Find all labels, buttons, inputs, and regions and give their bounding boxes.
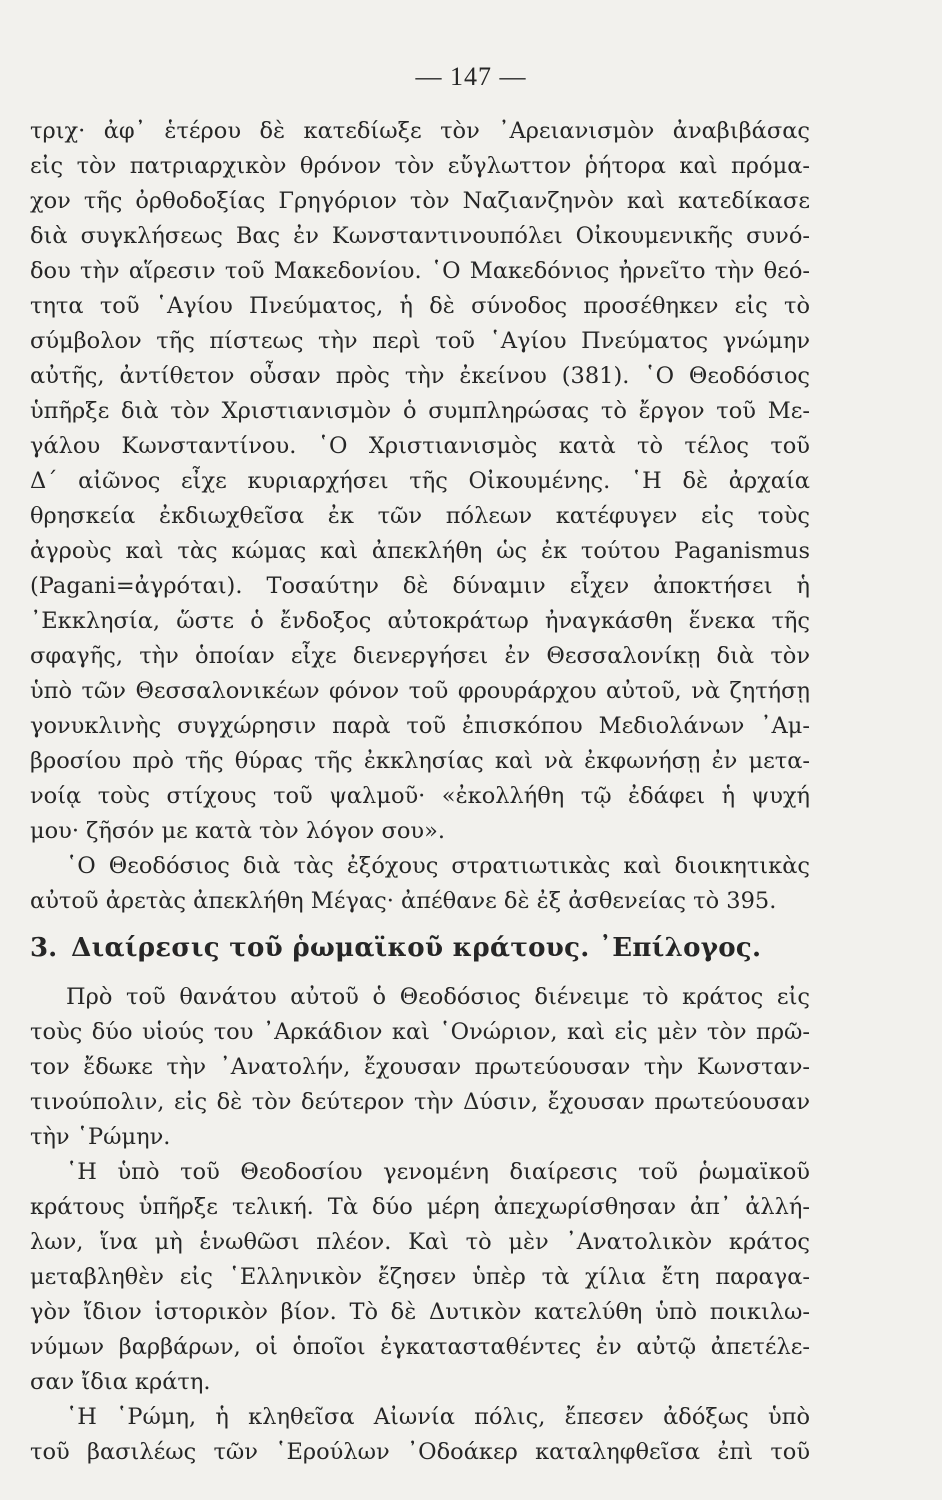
section-heading (30, 926, 810, 970)
text-line: τον ἔδωκε τὴν ᾿Ανατολήν, ἔχουσαν πρωτεύουσαν τὴν Κωνσταν- (30, 1054, 810, 1080)
text-line: σύμβολον τῆς πίστεως τὴν περὶ τοῦ ῾Αγίου Πνεύματος γνώμην (30, 328, 810, 354)
text-line: γὸν ἴδιον ἱστορικὸν βίον. Τὸ δὲ Δυτικὸν κατελύθη ὑπὸ ποικιλω- (30, 1299, 810, 1325)
text-line: τοὺς δύο υἱούς του ᾿Αρκάδιον καὶ ῾Ονώριον, καὶ εἰς μὲν τὸν πρῶ- (30, 1019, 810, 1045)
text-line: εἰς τὸν πατριαρχικὸν θρόνον τὸν εὔγλωττον ῥήτορα καὶ πρόμα- (30, 153, 810, 179)
text-line: τοῦ βασιλέως τῶν ῾Ερούλων ᾿Οδοάκερ καταληφθεῖσα ἐπὶ τοῦ (30, 1439, 810, 1465)
text-line: κράτους ὑπῆρξε τελική. Τὰ δύο μέρη ἀπεχωρίσθησαν ἀπ᾽ ἀλλή- (30, 1194, 810, 1220)
text-line: δου τὴν αἵρεσιν τοῦ Μακεδονίου. ῾Ο Μακεδόνιος ἠρνεῖτο τὴν θεό- (30, 258, 810, 284)
text-line: διὰ συγκλήσεως Βας ἐν Κωνσταντινουπόλει Οἰκουμενικῆς συνό- (30, 223, 810, 249)
text-line: ἀγροὺς καὶ τὰς κώμας καὶ ἀπεκλήθη ὡς ἐκ τούτου Paganismus (30, 538, 810, 564)
text-line: λων, ἵνα μὴ ἑνωθῶσι πλέον. Καὶ τὸ μὲν ᾿Ανατολικὸν κράτος (30, 1229, 810, 1255)
text-line: μεταβληθὲν εἰς ῾Ελληνικὸν ἔζησεν ὑπὲρ τὰ χίλια ἔτη παραγα- (30, 1264, 810, 1290)
text-line: νοίᾳ τοὺς στίχους τοῦ ψαλμοῦ· «ἐκολλήθη τῷ ἐδάφει ἡ ψυχή (30, 783, 810, 809)
text-line: αὐτοῦ ἀρετὰς ἀπεκλήθη Μέγας· ἀπέθανε δὲ ἐξ ἀσθενείας τὸ 395. (30, 888, 777, 914)
text-line: θρησκεία ἐκδιωχθεῖσα ἐκ τῶν πόλεων κατέφυγεν εἰς τοὺς (30, 503, 810, 529)
text-line: τριχ· ἀφ᾽ ἑτέρου δὲ κατεδίωξε τὸν ᾿Αρειανισμὸν ἀναβιβάσας (30, 118, 810, 144)
text-line: τὴν ῾Ρώμην. (30, 1124, 171, 1150)
text-line: (Pagani=ἀγρόται). Τοσαύτην δὲ δύναμιν εἶχεν ἀποκτήσει ἡ (30, 573, 810, 599)
text-line: γονυκλινὴς συγχώρησιν παρὰ τοῦ ἐπισκόπου Μεδιολάνων ᾿Αμ- (30, 713, 810, 739)
text-line: βροσίου πρὸ τῆς θύρας τῆς ἐκκλησίας καὶ νὰ ἐκφωνήσῃ ἐν μετα- (30, 748, 810, 774)
text-line: αὐτῆς, ἀντίθετον οὖσαν πρὸς τὴν ἐκείνου (381). ῾Ο Θεοδόσιος (30, 363, 810, 389)
page-number: — 147 — (415, 62, 527, 91)
text-line: ῾Η ὑπὸ τοῦ Θεοδοσίου γενομένη διαίρεσις τοῦ ῥωμαϊκοῦ (66, 1159, 810, 1185)
text-line: χον τῆς ὀρθοδοξίας Γρηγόριον τὸν Ναζιανζηνὸν καὶ κατεδίκασε (30, 188, 810, 214)
section-title: Διαίρεσις τοῦ ῥωμαϊκοῦ κράτους. ᾿Επίλογος. (71, 933, 762, 963)
text-line: ὑπῆρξε διὰ τὸν Χριστιανισμὸν ὁ συμπληρώσας τὸ ἔργον τοῦ Με- (30, 398, 810, 424)
text-line: σαν ἴδια κράτη. (30, 1369, 211, 1395)
text-line: ῾Ο Θεοδόσιος διὰ τὰς ἐξόχους στρατιωτικὰς καὶ διοικητικὰς (66, 853, 810, 879)
text-line: τινούπολιν, εἰς δὲ τὸν δεύτερον τὴν Δύσιν, ἔχουσαν πρωτεύουσαν (30, 1089, 810, 1115)
text-line: σφαγῆς, τὴν ὁποίαν εἶχε διενεργήσει ἐν Θεσσαλονίκῃ διὰ τὸν (30, 643, 810, 669)
text-line: ῾Η ῾Ρώμη, ἡ κληθεῖσα Αἰωνία πόλις, ἔπεσεν ἀδόξως ὑπὸ (66, 1404, 810, 1430)
text-line: Δ´ αἰῶνος εἶχε κυριαρχήσει τῆς Οἰκουμένης. ῾Η δὲ ἀρχαία (30, 468, 810, 494)
text-line: ᾿Εκκλησία, ὥστε ὁ ἔνδοξος αὐτοκράτωρ ἠναγκάσθη ἕνεκα τῆς (30, 608, 810, 634)
text-line: ὑπὸ τῶν Θεσσαλονικέων φόνον τοῦ φρουράρχου αὐτοῦ, νὰ ζητήσῃ (30, 678, 810, 704)
section-number: 3. (30, 933, 58, 963)
text-line: Πρὸ τοῦ θανάτου αὐτοῦ ὁ Θεοδόσιος διένειμε τὸ κράτος εἰς (66, 984, 810, 1010)
text-line: γάλου Κωνσταντίνου. ῾Ο Χριστιανισμὸς κατὰ τὸ τέλος τοῦ (30, 433, 810, 459)
text-line: τητα τοῦ ῾Αγίου Πνεύματος, ἡ δὲ σύνοδος προσέθηκεν εἰς τὸ (30, 293, 810, 319)
text-line: μου· ζῆσόν με κατὰ τὸν λόγον σου». (30, 818, 445, 844)
text-line: νύμων βαρβάρων, οἱ ὁποῖοι ἐγκατασταθέντες ἐν αὐτῷ ἀπετέλε- (30, 1334, 810, 1360)
